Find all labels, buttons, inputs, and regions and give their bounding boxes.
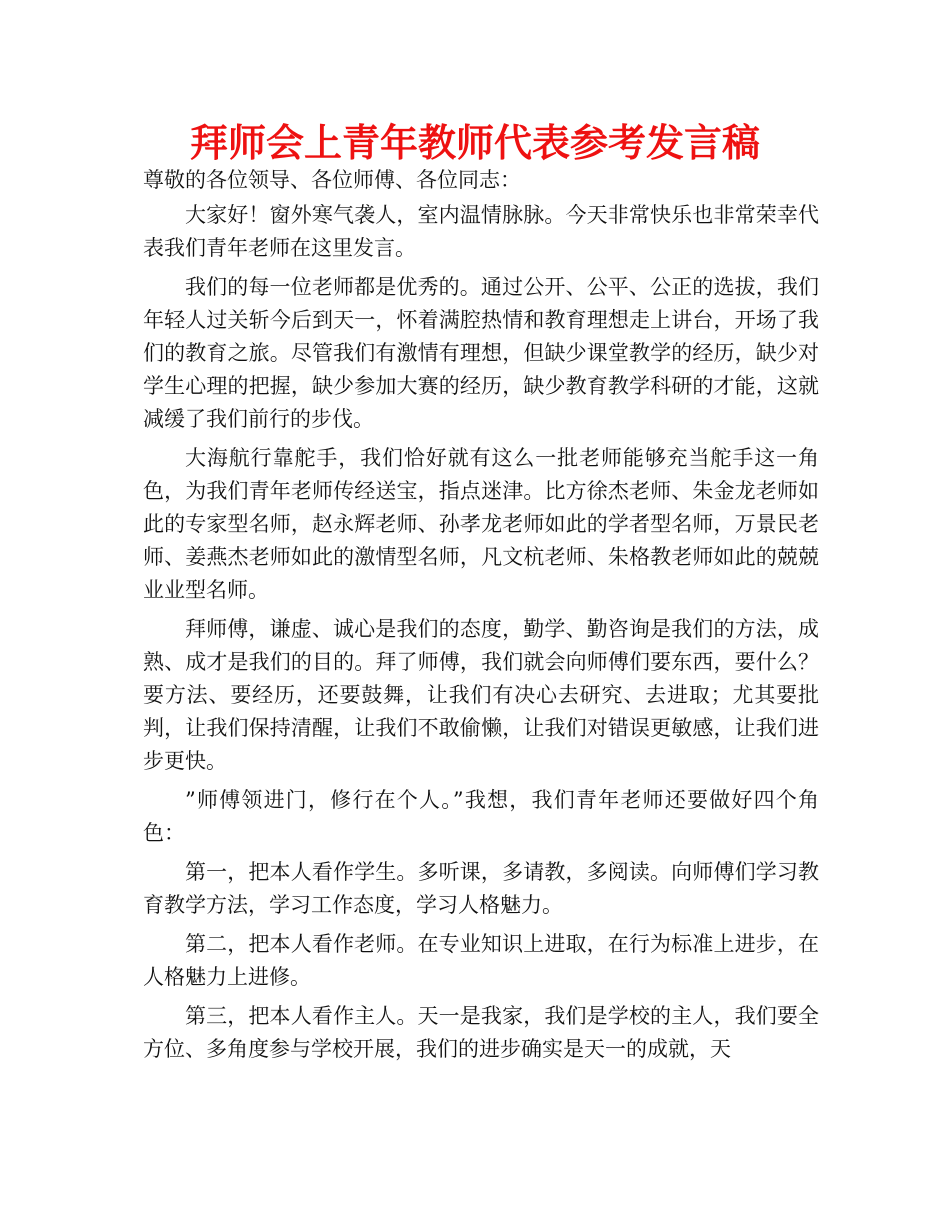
paragraph: 第三，把本人看作主人。天一是我家，我们是学校的主人，我们要全方位、多角度参与学校开展，我们的进步确实是天一的成就，天 xyxy=(143,1004,819,1061)
paragraph: 我们的每一位老师都是优秀的。通过公开、公平、公正的选拔，我们年轻人过关斩今后到天一，怀着满腔热情和教育理想走上讲台，开场了我们的教育之旅。尽管我们有激情有理想，但缺少课堂教学的经历，缺少对学生心理的把握，缺少参加大赛的经历，缺少教育教学科研的才能，这就减缓了我们前行的步伐。 xyxy=(143,275,819,431)
paragraph: 第二，把本人看作老师。在专业知识上进取，在行为标准上进步，在人格魅力上进修。 xyxy=(143,932,819,989)
document-body xyxy=(143,164,819,1072)
paragraph: 第一，把本人看作学生。多听课，多请教，多阅读。向师傅们学习教育教学方法，学习工作态度，学习人格魅力。 xyxy=(143,860,819,917)
paragraph: 大家好！窗外寒气袭人，室内温情脉脉。今天非常快乐也非常荣幸代表我们青年老师在这里发言。 xyxy=(143,203,819,260)
paragraph: ”师傅领进门，修行在个人。”我想，我们青年老师还要做好四个角色： xyxy=(143,788,819,845)
paragraph: 大海航行靠舵手，我们恰好就有这么一批老师能够充当舵手这一角色，为我们青年老师传经送宝，指点迷津。比方徐杰老师、朱金龙老师如此的专家型名师，赵永辉老师、孙孝龙老师如此的学者型名师，万景民老师、姜燕杰老师如此的激情型名师，凡文杭老师、朱格教老师如此的兢兢业业型名师。 xyxy=(143,446,819,602)
salutation: 尊敬的各位领导、各位师傅、各位同志： xyxy=(143,168,521,192)
document-title: 拜师会上青年教师代表参考发言稿 xyxy=(189,121,760,165)
paragraph: 拜师傅，谦虚、诚心是我们的态度，勤学、勤咨询是我们的方法，成熟、成才是我们的目的。拜了师傅，我们就会向师傅们要东西，要什么？要方法、要经历，还要鼓舞，让我们有决心去研究、去进取；尤其要批判，让我们保持清醒，让我们不敢偷懒，让我们对错误更敏感，让我们进步更快。 xyxy=(143,617,819,773)
